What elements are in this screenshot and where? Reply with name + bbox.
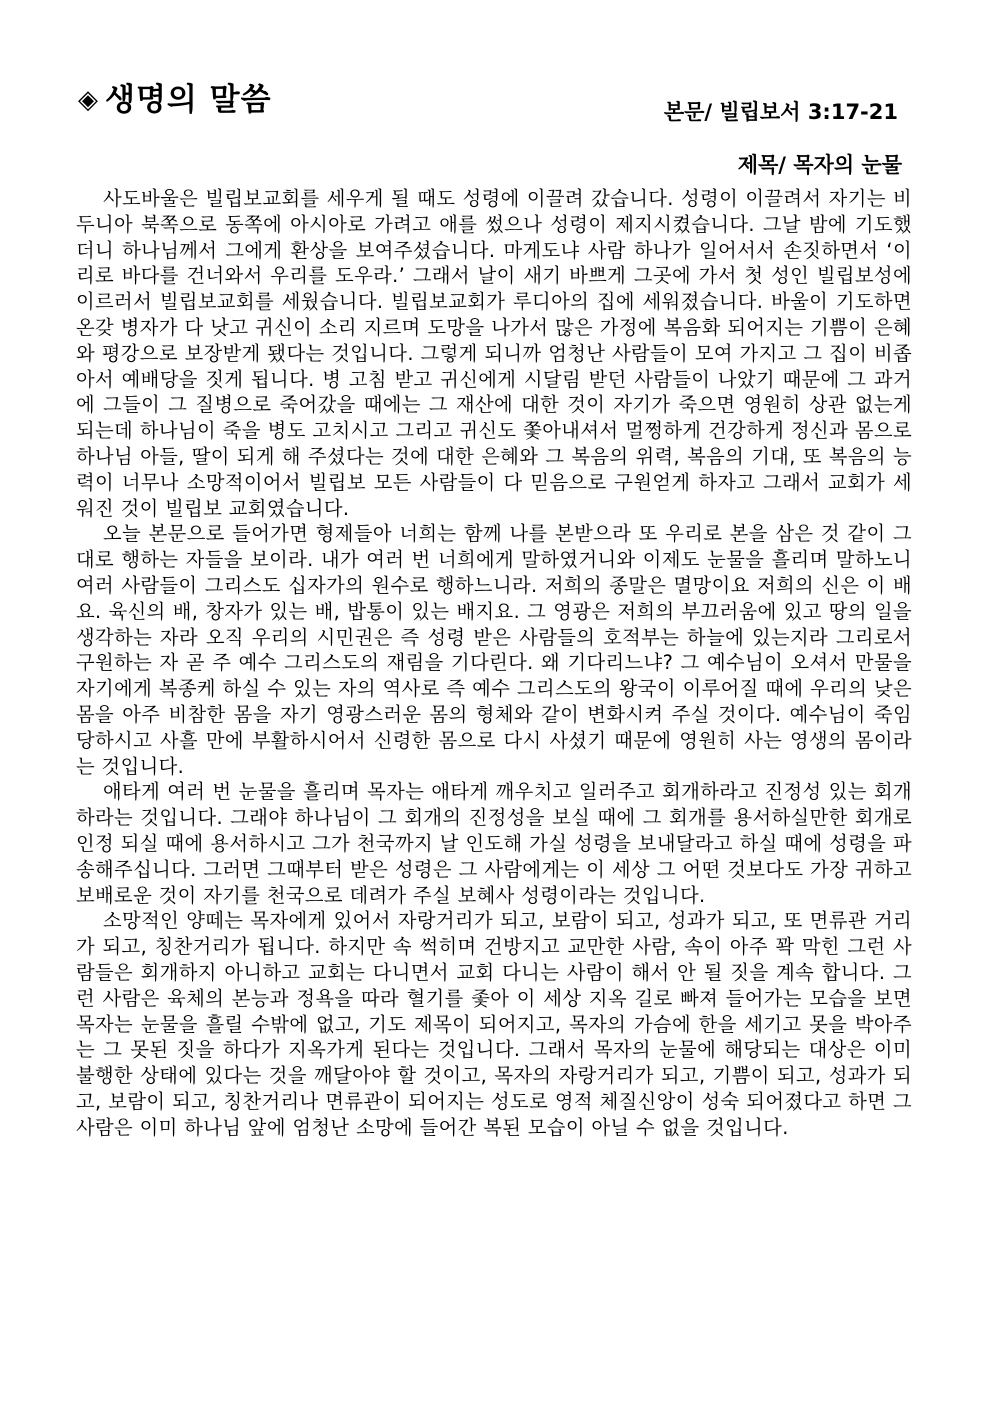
paragraph: 소망적인 양떼는 목자에게 있어서 자랑거리가 되고, 보람이 되고, 성과가 되고, 또 면류관 거리가 되고, 칭찬거리가 됩니다. 하지만 속 썩히며 건방지고 교만한 사람, 속이 아주 꽉 막힌 그런 사람들은 회개하지 아니하고 교회는 다니면서 교회 다니는 사람이 해서 안 될 짓을 계속 합니다. 그런 사람은 육체의 본능과 정욕을 따라 혈기를 좇아 이 세상 지옥 길로 빠져 들어가는 모습을 보면 목자는 눈물을 흘릴 수밖에 없고, 기도 제목이 되어지고, 목자의 가슴에 한을 세기고 못을 박아주는 그 못된 짓을 하다가 지옥가게 된다는 것입니다. 그래서 목자의 눈물에 해당되는 대상은 이미 불행한 상태에 있다는 것을 깨달아야 할 것이고, 목자의 자랑거리가 되고, 기쁨이 되고, 성과가 되고, 보람이 되고, 칭찬거리나 면류관이 되어지는 성도로 영적 체질신앙이 성숙 되어졌다고 하면 그 사람은 이미 하나님 앞에 엄청난 소망에 들어간 복된 모습이 아닐 수 없을 것입니다. bbox=[76, 909, 912, 1139]
diamond-icon: ◈ bbox=[78, 85, 99, 115]
section-title bbox=[78, 74, 272, 119]
paragraph: 사도바울은 빌립보교회를 세우게 될 때도 성령에 이끌려 갔습니다. 성령이 이끌려서 자기는 비두니아 북쪽으로 동쪽에 아시아로 가려고 애를 썼으나 성령이 제지시켰습니다. 그날 밤에 기도했더니 하나님께서 그에게 환상을 보여주셨습니다. 마게도냐 사람 하나가 일어서서 손짓하면서 ‘이리로 바다를 건너와서 우리를 도우라.’ 그래서 날이 새기 바쁘게 그곳에 가서 첫 성인 빌립보성에 이르러서 빌립보교회를 세웠습니다. 빌립보교회가 루디아의 집에 세워졌습니다. 바울이 기도하면 온갖 병자가 다 낫고 귀신이 소리 지르며 도망을 나가서 많은 가정에 복음화 되어지는 기쁨이 은혜와 평강으로 보장받게 됐다는 것입니다. 그렇게 되니까 엄청난 사람들이 모여 가지고 그 집이 비좁아서 예배당을 짓게 됩니다. 병 고침 받고 귀신에게 시달림 받던 사람들이 나았기 때문에 그 과거에 그들이 그 질병으로 죽어갔을 때에는 그 재산에 대한 것이 자기가 죽으면 영원히 상관 없는게 되는데 하나님이 죽을 병도 고치시고 그리고 귀신도 쫓아내셔서 멀쩡하게 건강하게 정신과 몸으로 하나님 아들, 딸이 되게 해 주셨다는 것에 대한 은혜와 그 복음의 위력, 복음의 기대, 또 복음의 능력이 너무나 소망적이어서 빌립보 모든 사람들이 다 믿음으로 구원얻게 하자고 그래서 교회가 세워진 것이 빌립보 교회였습니다. bbox=[76, 187, 912, 520]
paragraph: 오늘 본문으로 들어가면 형제들아 너희는 함께 나를 본받으라 또 우리로 본을 삼은 것 같이 그대로 행하는 자들을 보이라. 내가 여러 번 너희에게 말하였거니와 이제도 눈물을 흘리며 말하노니 여러 사람들이 그리스도 십자가의 원수로 행하느니라. 저희의 종말은 멸망이요 저희의 신은 이 배요. 육신의 배, 창자가 있는 배, 밥통이 있는 배지요. 그 영광은 저희의 부끄러움에 있고 땅의 일을 생각하는 자라 오직 우리의 시민권은 즉 성령 받은 사람들의 호적부는 하늘에 있는지라 그리로서 구원하는 자 곧 주 예수 그리스도의 재림을 기다린다. 왜 기다리느냐? 그 예수님이 오셔서 만물을 자기에게 복종케 하실 수 있는 자의 역사로 즉 예수 그리스도의 왕국이 이루어질 때에 우리의 낮은 몸을 아주 비참한 몸을 자기 영광스러운 몸의 형체와 같이 변화시켜 주실 것이다. 예수님이 죽임 당하시고 사흘 만에 부활하시어서 신령한 몸으로 다시 사셨기 때문에 영원히 사는 영생의 몸이라는 것입니다. bbox=[76, 522, 912, 778]
sermon-body bbox=[76, 186, 912, 1140]
paragraph: 애타게 여러 번 눈물을 흘리며 목자는 애타게 깨우치고 일러주고 회개하라고 진정성 있는 회개하라는 것입니다. 그래야 하나님이 그 회개의 진정성을 보실 때에 그 회개를 용서하실만한 회개로 인정 되실 때에 용서하시고 그가 천국까지 날 인도해 가실 성령을 보내달라고 하실 때에 성령을 파송해주십니다. 그러면 그때부터 받은 성령은 그 사람에게는 이 세상 그 어떤 것보다도 가장 귀하고 보배로운 것이 자기를 천국으로 데려가 주실 보혜사 성령이라는 것입니다. bbox=[76, 780, 912, 907]
section-title-text: 생명의 말씀 bbox=[105, 82, 272, 118]
scripture-reference: 본문/ 빌립보서 3:17-21 bbox=[663, 100, 898, 124]
sermon-title: 제목/ 목자의 눈물 bbox=[737, 153, 902, 177]
